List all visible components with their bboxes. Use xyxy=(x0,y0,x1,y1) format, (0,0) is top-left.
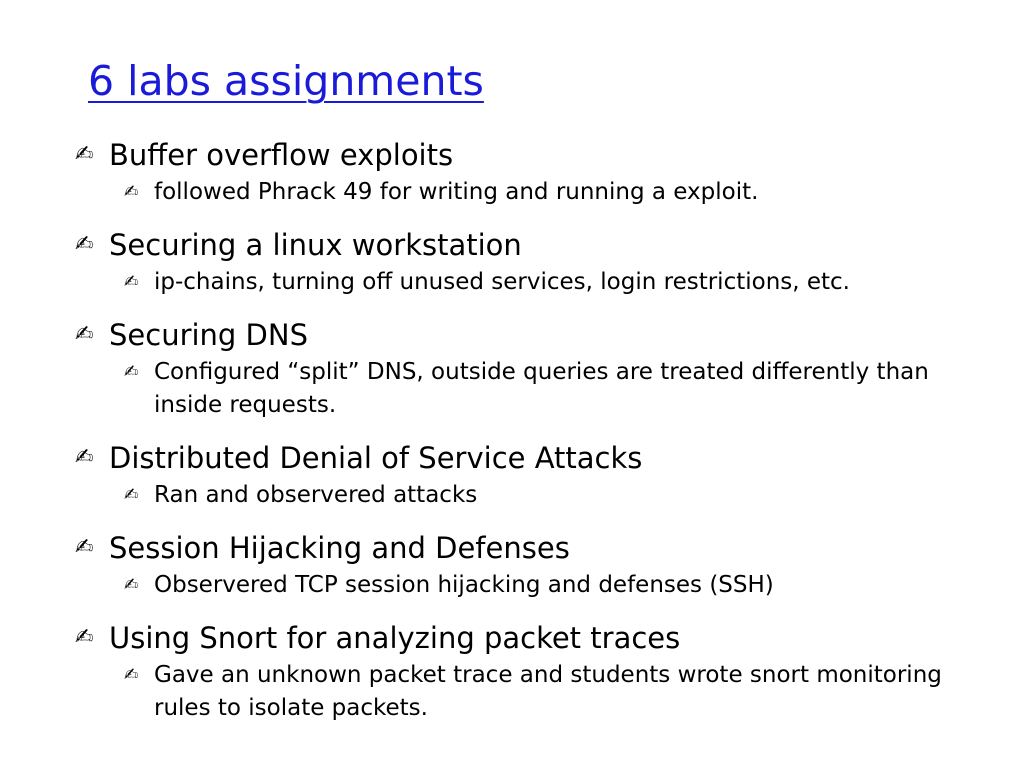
sub-bullet-text: Ran and observered attacks xyxy=(154,482,478,508)
sub-bullet-row xyxy=(124,176,992,209)
pen-bullet-icon: ✍ xyxy=(75,232,94,257)
bullet-row xyxy=(72,314,992,356)
pen-bullet-icon: ✍ xyxy=(75,535,94,560)
pen-bullet-icon: ✍ xyxy=(124,182,139,202)
list-item xyxy=(72,617,992,725)
bullet-label: Securing a linux workstation xyxy=(109,228,522,262)
sub-bullet-text: followed Phrack 49 for writing and running a exploit. xyxy=(154,179,759,205)
list-item xyxy=(72,314,992,422)
list-item xyxy=(72,224,992,299)
bullet-row xyxy=(72,437,992,479)
sub-bullet-text: Configured “split” DNS, outside queries are treated differently than inside requests. xyxy=(154,359,929,418)
bullet-row xyxy=(72,224,992,266)
bullet-label: Distributed Denial of Service Attacks xyxy=(109,441,643,475)
sub-bullet-text: Observered TCP session hijacking and defenses (SSH) xyxy=(154,572,774,598)
list-item xyxy=(72,527,992,602)
list-item xyxy=(72,134,992,209)
bullet-list xyxy=(72,134,992,740)
pen-bullet-icon: ✍ xyxy=(124,362,139,382)
list-item xyxy=(72,437,992,512)
bullet-label: Using Snort for analyzing packet traces xyxy=(109,621,681,655)
bullet-row xyxy=(72,134,992,176)
sub-bullet-row xyxy=(124,266,992,299)
pen-bullet-icon: ✍ xyxy=(75,625,94,650)
sub-bullet-text: Gave an unknown packet trace and students wrote snort monitoring rules to isolate packets. xyxy=(154,662,942,721)
sub-bullet-row xyxy=(124,479,992,512)
pen-bullet-icon: ✍ xyxy=(75,445,94,470)
pen-bullet-icon: ✍ xyxy=(124,665,139,685)
bullet-row xyxy=(72,617,992,659)
pen-bullet-icon: ✍ xyxy=(75,322,94,347)
sub-bullet-row xyxy=(124,356,992,422)
bullet-label: Session Hijacking and Defenses xyxy=(109,531,570,565)
sub-bullet-row xyxy=(124,569,992,602)
sub-bullet-row xyxy=(124,659,992,725)
pen-bullet-icon: ✍ xyxy=(124,485,139,505)
pen-bullet-icon: ✍ xyxy=(124,575,139,595)
pen-bullet-icon: ✍ xyxy=(124,272,139,292)
bullet-row xyxy=(72,527,992,569)
bullet-label: Securing DNS xyxy=(109,318,308,352)
sub-bullet-text: ip-chains, turning off unused services, login restrictions, etc. xyxy=(154,269,850,295)
pen-bullet-icon: ✍ xyxy=(75,142,94,167)
slide-title: 6 labs assignments xyxy=(88,57,484,105)
bullet-label: Buffer overflow exploits xyxy=(109,138,454,172)
